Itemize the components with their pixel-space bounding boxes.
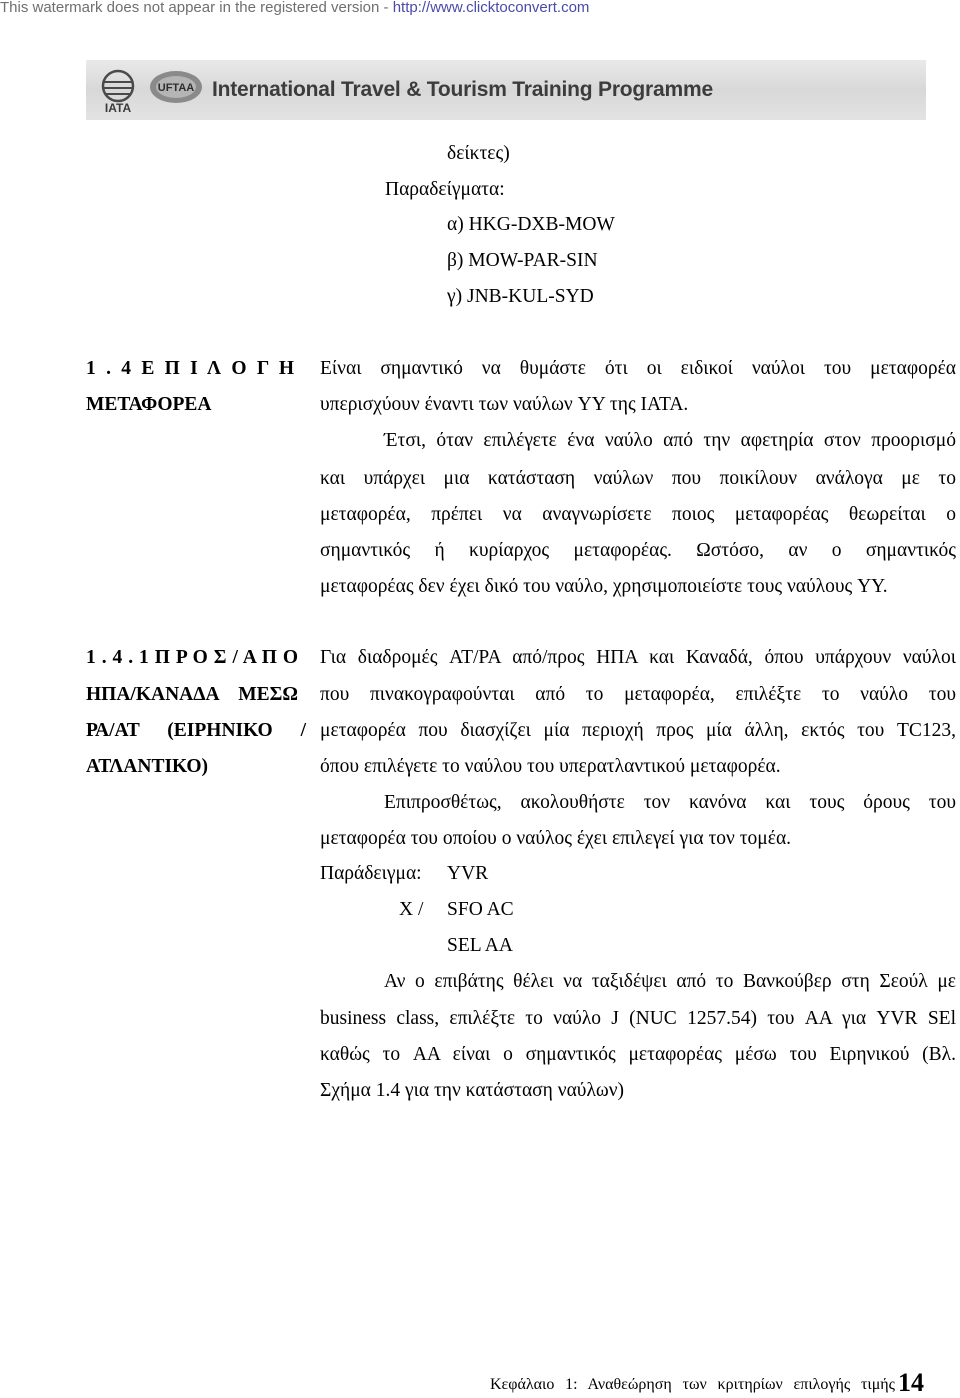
section-1-4-line-1: Είναι σημαντικό να θυμάστε ότι οι ειδικοί ναύλοι του μεταφορέα [320,358,956,379]
section-1-4-heading-2: ΜΕΤΑΦΟΡΕΑ [86,394,212,415]
header-banner [86,60,926,120]
section-1-4-line-6: σημαντικός ή κυρίαρχος μεταφορέας. Ωστόσο, αν ο σημαντικός [320,540,956,561]
section-1-4-1-line-1: Για διαδρομές AT/PA από/προς ΗΠΑ και Καναδά, όπου υπάρχουν ναύλοι [320,647,956,668]
section-1-4-line-3: Έτσι, όταν επιλέγετε ένα ναύλο από την αφετηρία στον προορισμό [384,430,956,451]
section-1-4-1-heading-4: ΑΤΛΑΝΤΙΚΟ) [86,756,209,777]
example-label: Παράδειγμα: [320,863,422,884]
section-1-4-line-5: μεταφορέα, πρέπει να αναγνωρίσετε ποιος μεταφορέας θεωρείται ο [320,504,956,525]
section-1-4-heading-1: 1 . 4 Ε Π Ι Λ Ο Γ Η [86,358,294,379]
example-a: α) HKG-DXB-MOW [447,214,615,235]
watermark [0,0,589,16]
iata-logo-text: IATA [104,101,132,114]
watermark-text: This watermark does not appear in the registered version - [0,0,393,16]
intro-line-2: Παραδείγματα: [385,179,505,200]
section-1-4-line-2: υπερισχύουν έναντι των ναύλων YY της IATA. [320,394,689,415]
section-1-4-line-4: και υπάρχει μια κατάσταση ναύλων που ποικίλουν ανάλογα με το [320,468,956,489]
uftaa-logo [148,68,204,106]
section-1-4-1-heading-1: 1 . 4 . 1 Π Ρ Ο Σ / Α Π Ο [86,647,298,668]
example-row-3-value: SEL AA [447,935,513,956]
example-row-2-value: SFO AC [447,899,514,920]
example-b: β) MOW-PAR-SIN [447,250,598,271]
closing-line-2: business class, επιλέξτε το ναύλο J (NUC 1257.54) του AA για YVR SEl [320,1008,956,1029]
closing-line-4: Σχήμα 1.4 για την κατάσταση ναύλων) [320,1080,625,1101]
page-number: 14 [898,1368,924,1397]
section-1-4-line-7: μεταφορέας δεν έχει δικό του ναύλο, χρησιμοποιείστε τους ναύλους YY. [320,576,888,597]
section-1-4-1-heading-3: ΡΑ/ΑΤ (ΕΙΡΗΝΙΚΟ / [86,720,306,741]
section-1-4-1-line-3: μεταφορέα που διασχίζει μία περιοχή προς μία άλλη, εκτός του TC123, [320,720,956,741]
example-row-1-value: YVR [447,863,489,884]
section-1-4-1-line-4: όπου επιλέγετε το ναύλου του υπερατλαντικού μεταφορέα. [320,756,781,777]
example-c: γ) JNB-KUL-SYD [447,286,594,307]
banner-title: International Travel & Tourism Training Programme [212,78,713,101]
closing-line-3: καθώς το AA είναι ο σημαντικός μεταφορέας μέσω του Ειρηνικού (Βλ. [320,1044,956,1065]
footer-chapter-title: Κεφάλαιο 1: Αναθεώρηση των κριτηρίων επιλογής τιμής [490,1376,895,1393]
section-1-4-1-heading-2: ΗΠΑ/ΚΑΝΑΔΑ ΜΕΣΩ [86,684,298,705]
section-1-4-1-line-5: Επιπροσθέτως, ακολουθήστε τον κανόνα και τους όρους του [384,792,956,813]
closing-line-1: Αν ο επιβάτης θέλει να ταξιδέψει από το Βανκούβερ στη Σεούλ με [384,971,956,992]
intro-line-1: δείκτες) [447,143,510,164]
watermark-link[interactable]: http://www.clicktoconvert.com [392,0,590,16]
section-1-4-1-line-6: μεταφορέα του οποίου ο ναύλος έχει επιλεγεί για τον τομέα. [320,828,792,849]
iata-logo [94,66,142,114]
example-row-2-prefix: X / [399,899,424,920]
uftaa-logo-text: UFTAA [157,82,195,94]
section-1-4-1-line-2: που πινακογραφούνται από το μεταφορέα, επιλέξτε το ναύλο του [320,684,956,705]
